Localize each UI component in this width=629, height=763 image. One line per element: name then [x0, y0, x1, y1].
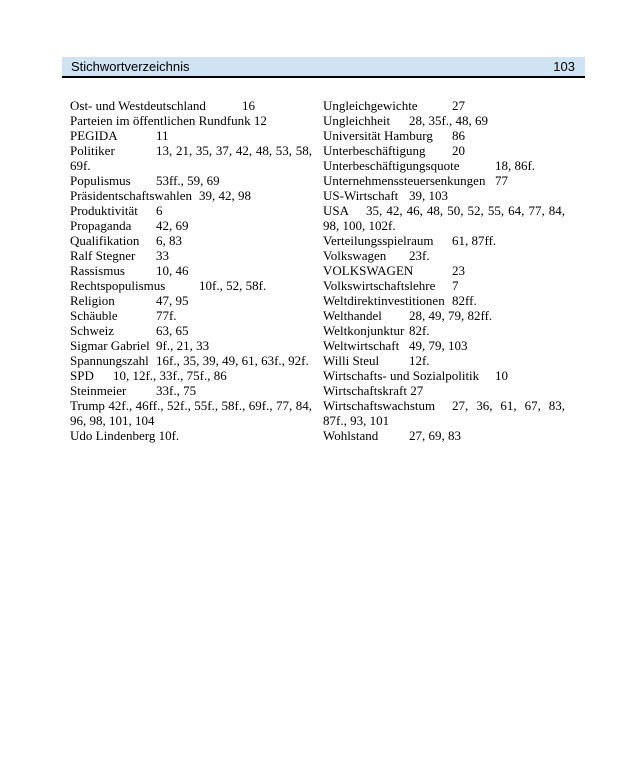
entry-pages: 12f.	[408, 353, 430, 368]
entry-term: Wirtschaftskraft	[323, 383, 407, 398]
tab-gap	[135, 259, 156, 260]
page-header-title: Stichwortverzeichnis	[71, 58, 190, 74]
tab-gap	[479, 379, 495, 380]
entry-pages: 61, 87ff.	[451, 233, 497, 248]
entry-term: Steinmeier	[70, 383, 127, 398]
index-entry	[323, 293, 565, 308]
index-entry	[323, 263, 565, 278]
entry-term: Unterbeschäftigung	[323, 143, 426, 158]
entry-term: Präsidentschaftswahlen	[70, 188, 193, 203]
entry-pages: 53ff., 59, 69	[155, 173, 220, 188]
entry-term: Wohlstand	[323, 428, 379, 443]
page-header	[62, 57, 585, 78]
index-entry	[70, 143, 312, 173]
entry-term: VOLKSWAGEN	[323, 263, 414, 278]
entry-term: Wirtschaftswachstum	[323, 398, 436, 413]
entry-pages: 6, 83	[156, 233, 183, 248]
tab-gap	[418, 109, 452, 110]
entry-term: Spannungszahl	[70, 353, 149, 368]
tab-gap	[139, 244, 156, 245]
entry-pages: 23	[451, 263, 465, 278]
entry-pages: 9f., 21, 33	[155, 338, 210, 353]
entry-term: Populismus	[70, 173, 131, 188]
tab-gap	[118, 139, 156, 140]
entry-term: Schäuble	[70, 308, 118, 323]
index-entry	[70, 338, 312, 353]
entry-term: Qualifikation	[70, 233, 140, 248]
index-entry	[323, 128, 565, 143]
index-entry	[323, 308, 565, 323]
index-entry	[70, 278, 312, 293]
tab-gap	[349, 214, 366, 215]
entry-pages: 16	[242, 98, 256, 113]
entry-term: Volkswirtschaftslehre	[323, 278, 436, 293]
index-entry	[70, 233, 312, 248]
index-entry	[70, 368, 312, 383]
tab-gap	[378, 439, 409, 440]
entry-pages: 47, 95	[155, 293, 189, 308]
index-entry	[70, 113, 312, 128]
entry-pages: 27, 69, 83	[408, 428, 461, 443]
tab-gap	[426, 154, 453, 155]
entry-pages: 16f., 35, 39, 49, 61, 63f., 92f.	[156, 353, 309, 368]
entry-pages: 27, 36, 61, 67, 83, 87f., 93, 101	[323, 398, 565, 428]
entry-term: Schweiz	[70, 323, 115, 338]
tab-gap	[445, 304, 452, 305]
tab-gap	[131, 229, 156, 230]
index-entry	[323, 233, 565, 248]
index-entry	[323, 278, 565, 293]
entry-term: Unternehmenssteuersenkungen	[323, 173, 486, 188]
index-entry	[70, 263, 312, 278]
entry-pages: 49, 79, 103	[409, 338, 468, 353]
entry-term: Ralf Stegner	[70, 248, 136, 263]
index-entry	[323, 143, 565, 158]
index-entry	[70, 98, 312, 113]
entry-term: Parteien im öffentlichen Rundfunk	[70, 113, 251, 128]
index-entry	[70, 173, 312, 188]
index-entry	[323, 338, 565, 353]
index-entry	[70, 383, 312, 398]
entry-term: PEGIDA	[70, 128, 118, 143]
index-entry	[70, 353, 312, 368]
tab-gap	[125, 274, 156, 275]
entry-term: Sigmar Gabriel	[70, 338, 150, 353]
index-entry	[70, 398, 312, 428]
entry-pages: 28, 49, 79, 82ff.	[408, 308, 493, 323]
tab-gap	[459, 169, 495, 170]
entry-pages: 27	[410, 383, 424, 398]
index-entry	[70, 293, 312, 308]
entry-pages: 77f.	[155, 308, 177, 323]
tab-gap	[435, 289, 452, 290]
tab-gap	[398, 199, 409, 200]
entry-term: Wirtschafts- und Sozialpolitik	[323, 368, 480, 383]
entry-pages: 42f., 46ff., 52f., 55f., 58f., 69f., 77, 84, 96, 98, 101, 104	[70, 398, 312, 428]
entry-pages: 63, 65	[156, 323, 189, 338]
entry-pages: 39, 103	[408, 188, 448, 203]
entry-pages: 12	[253, 113, 267, 128]
tab-gap	[390, 124, 409, 125]
index-entry	[323, 188, 565, 203]
entry-term: Rassismus	[70, 263, 125, 278]
index-entry	[70, 218, 312, 233]
tab-gap	[433, 139, 452, 140]
tab-gap	[433, 244, 452, 245]
entry-term: Weltdirektinvestitionen	[323, 293, 445, 308]
entry-term: Ost- und Westdeutschland	[70, 98, 206, 113]
index-entry	[70, 428, 312, 443]
entry-pages: 10f., 52, 58f.	[199, 278, 267, 293]
entry-pages: 10, 12f., 33f., 75f., 86	[112, 368, 227, 383]
entry-term: Weltkonjunktur	[323, 323, 405, 338]
tab-gap	[413, 274, 452, 275]
index-entry	[323, 203, 565, 233]
tab-gap	[131, 184, 156, 185]
index-entry	[70, 188, 312, 203]
entry-term: Politiker	[70, 143, 115, 158]
entry-term: Produktivität	[70, 203, 138, 218]
entry-pages: 11	[155, 128, 169, 143]
tab-gap	[386, 259, 409, 260]
entry-term: Unterbeschäftigungsquote	[323, 158, 460, 173]
tab-gap	[399, 349, 409, 350]
entry-term: Propaganda	[70, 218, 132, 233]
entry-term: Ungleichgewichte	[323, 98, 418, 113]
entry-pages: 82f.	[408, 323, 430, 338]
index-entry	[70, 308, 312, 323]
entry-pages: 20	[452, 143, 466, 158]
index-entry	[323, 113, 565, 128]
index-entry	[323, 398, 565, 428]
entry-pages: 77	[494, 173, 508, 188]
index-entry	[70, 203, 312, 218]
entry-pages: 7	[452, 278, 459, 293]
index-entry	[323, 428, 565, 443]
entry-pages: 10	[494, 368, 508, 383]
index-entry	[323, 368, 565, 383]
entry-pages: 35, 42, 46, 48, 50, 52, 55, 64, 77, 84, 98, 100, 102f.	[323, 203, 565, 233]
tab-gap	[114, 334, 156, 335]
tab-gap	[115, 154, 156, 155]
entry-term: Universität Hamburg	[323, 128, 433, 143]
entry-term: Verteilungsspielraum	[323, 233, 434, 248]
tab-gap	[382, 319, 409, 320]
entry-pages: 33f., 75	[156, 383, 197, 398]
entry-pages: 10, 46	[156, 263, 189, 278]
tab-gap	[94, 379, 113, 380]
entry-pages: 82ff.	[452, 293, 477, 308]
entry-term: USA	[323, 203, 350, 218]
index-entry	[323, 158, 565, 173]
index-entry	[323, 383, 565, 398]
tab-gap	[485, 184, 495, 185]
entry-pages: 27	[451, 98, 465, 113]
index-column-right	[323, 98, 565, 443]
entry-pages: 33	[156, 248, 170, 263]
index-entry	[70, 248, 312, 263]
tab-gap	[206, 109, 242, 110]
index-entry	[323, 248, 565, 263]
entry-term: Udo Lindenberg	[70, 428, 156, 443]
tab-gap	[115, 304, 156, 305]
page-header-page-number: 103	[553, 58, 575, 74]
tab-gap	[165, 289, 199, 290]
index-entry	[323, 353, 565, 368]
entry-pages: 86	[451, 128, 465, 143]
entry-term: Willi Steul	[323, 353, 380, 368]
entry-term: Rechtspopulismus	[70, 278, 166, 293]
index-entry	[323, 173, 565, 188]
entry-pages: 23f.	[409, 248, 430, 263]
tab-gap	[138, 214, 156, 215]
entry-pages: 6	[155, 203, 163, 218]
tab-gap	[126, 394, 156, 395]
tab-gap	[379, 364, 409, 365]
tab-gap	[118, 319, 156, 320]
entry-pages: 28, 35f., 48, 69	[408, 113, 489, 128]
index-column-left	[70, 98, 312, 443]
entry-term: Welthandel	[323, 308, 382, 323]
entry-term: SPD	[70, 368, 94, 383]
entry-term: Volkswagen	[323, 248, 387, 263]
entry-pages: 39, 42, 98	[199, 188, 252, 203]
tab-gap	[192, 199, 199, 200]
entry-term: Trump	[70, 398, 105, 413]
entry-term: Religion	[70, 293, 115, 308]
tab-gap	[149, 364, 156, 365]
entry-term: Ungleichheit	[323, 113, 391, 128]
index-entry	[323, 323, 565, 338]
index-entry	[70, 128, 312, 143]
entry-pages: 42, 69	[155, 218, 189, 233]
entry-term: Weltwirtschaft	[323, 338, 400, 353]
index-entry	[70, 323, 312, 338]
entry-pages: 13, 21, 35, 37, 42, 48, 53, 58, 69f.	[70, 143, 312, 173]
entry-term: US-Wirtschaft	[323, 188, 399, 203]
index-entry	[323, 98, 565, 113]
tab-gap	[435, 409, 452, 410]
entry-pages: 18, 86f.	[494, 158, 536, 173]
entry-pages: 10f.	[158, 428, 180, 443]
